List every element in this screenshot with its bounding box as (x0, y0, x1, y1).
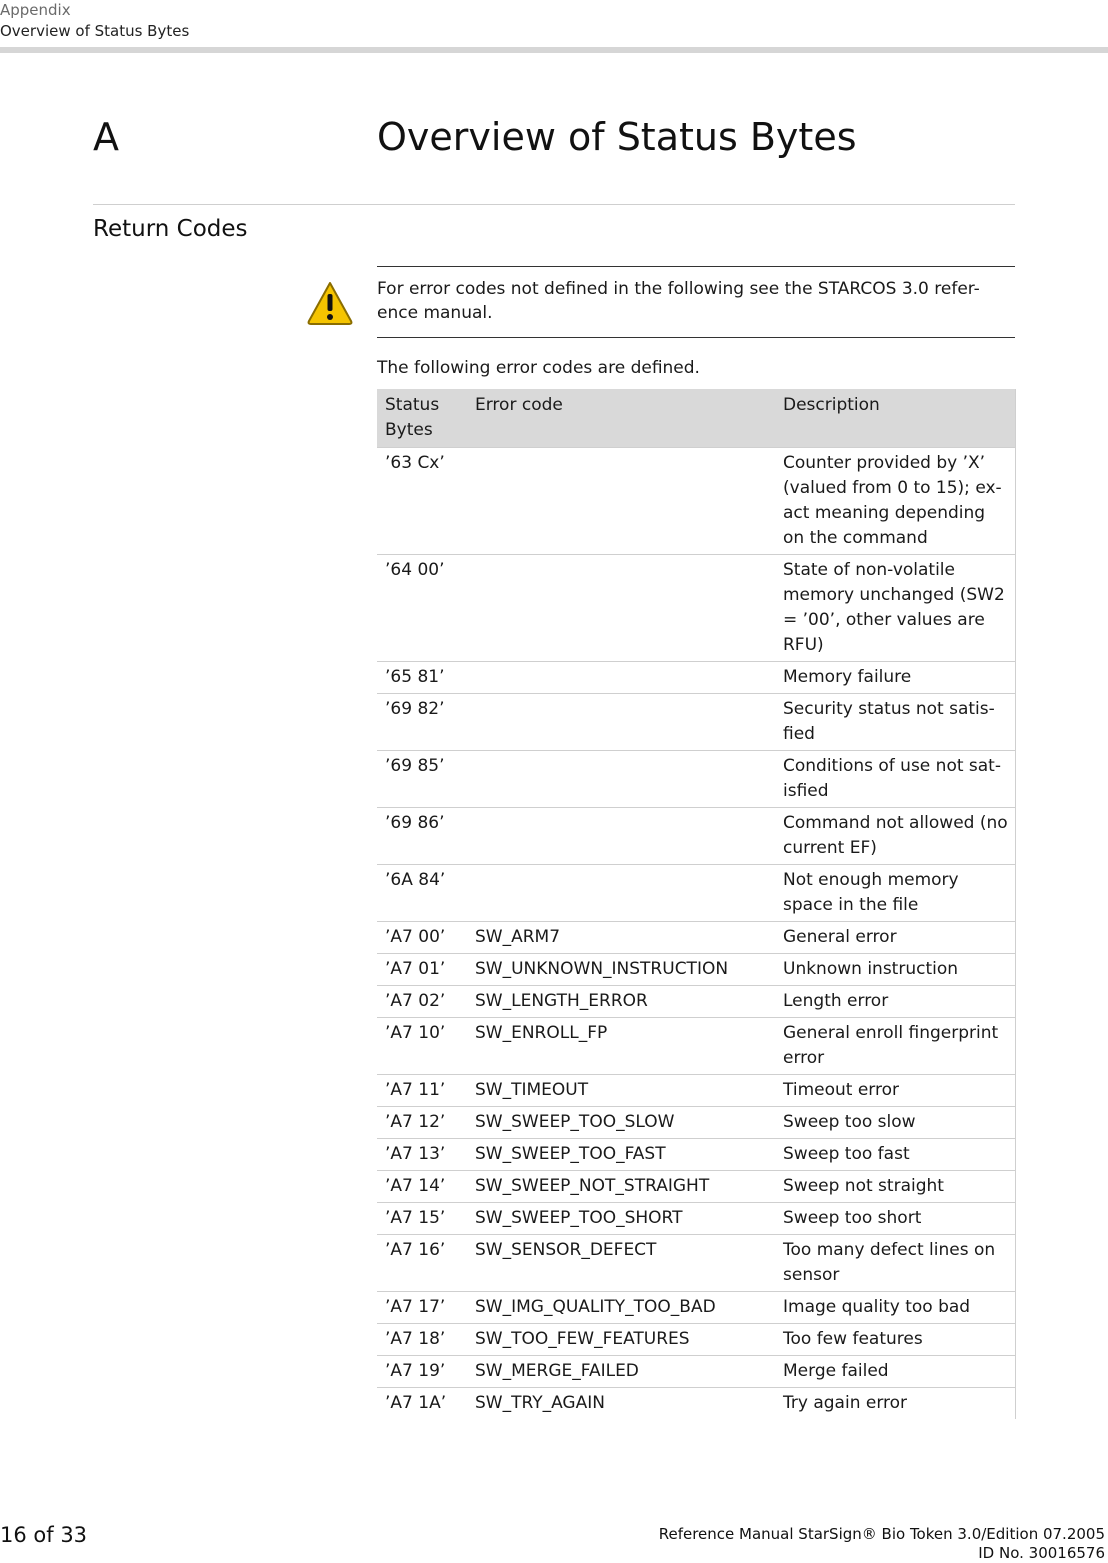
cell-error-code: SW_SWEEP_TOO_FAST (467, 1139, 775, 1171)
note-bottom-rule (377, 337, 1015, 338)
cell-error-code (467, 694, 775, 751)
table-row (377, 1018, 1015, 1075)
table-row (377, 1388, 1015, 1420)
cell-status-bytes: ’A7 02’ (377, 986, 467, 1018)
footer-doc-info (659, 1525, 1105, 1563)
table-row (377, 954, 1015, 986)
cell-error-code: SW_LENGTH_ERROR (467, 986, 775, 1018)
table-row (377, 808, 1015, 865)
cell-status-bytes: ’6A 84’ (377, 865, 467, 922)
cell-error-code: SW_UNKNOWN_INSTRUCTION (467, 954, 775, 986)
cell-description: Sweep too slow (775, 1107, 1015, 1139)
table-row (377, 662, 1015, 694)
cell-error-code (467, 448, 775, 555)
cell-error-code: SW_TOO_FEW_FEATURES (467, 1324, 775, 1356)
cell-description: Command not allowed (no current EF) (775, 808, 1015, 865)
cell-description: General enroll fingerprint error (775, 1018, 1015, 1075)
cell-description: Sweep too short (775, 1203, 1015, 1235)
status-bytes-table (377, 389, 1016, 1419)
cell-error-code: SW_ENROLL_FP (467, 1018, 775, 1075)
cell-status-bytes: ’63 Cx’ (377, 448, 467, 555)
cell-description: Counter provided by ’X’ (valued from 0 to 15); ex-act meaning depending on the command (775, 448, 1015, 555)
section-divider (93, 204, 1015, 205)
running-header (0, 0, 189, 42)
cell-error-code: SW_MERGE_FAILED (467, 1356, 775, 1388)
table-row (377, 751, 1015, 808)
table-row (377, 1107, 1015, 1139)
cell-description: Merge failed (775, 1356, 1015, 1388)
footer-doc-title: Reference Manual StarSign® Bio Token 3.0/Edition 07.2005 (658, 1525, 1105, 1543)
cell-error-code (467, 751, 775, 808)
cell-status-bytes: ’A7 11’ (377, 1075, 467, 1107)
table-row (377, 865, 1015, 922)
cell-error-code (467, 555, 775, 662)
section-title: Return Codes (93, 216, 248, 242)
cell-description: Too few features (775, 1324, 1015, 1356)
cell-status-bytes: ’A7 19’ (377, 1356, 467, 1388)
header-section: Overview of Status Bytes (0, 22, 190, 40)
cell-error-code: SW_SWEEP_TOO_SHORT (467, 1203, 775, 1235)
table-body (377, 448, 1015, 1420)
cell-status-bytes: ’A7 16’ (377, 1235, 467, 1292)
cell-description: Sweep not straight (775, 1171, 1015, 1203)
cell-description: Conditions of use not sat-isfied (775, 751, 1015, 808)
cell-error-code: SW_SWEEP_NOT_STRAIGHT (467, 1171, 775, 1203)
table-row (377, 1171, 1015, 1203)
column-header-error-code: Error code (467, 389, 775, 448)
cell-error-code: SW_TIMEOUT (467, 1075, 775, 1107)
cell-description: Try again error (775, 1388, 1015, 1420)
cell-description: Memory failure (775, 662, 1015, 694)
cell-description: Security status not satis-fied (775, 694, 1015, 751)
column-header-description: Description (775, 389, 1015, 448)
cell-status-bytes: ’65 81’ (377, 662, 467, 694)
table-row (377, 1139, 1015, 1171)
cell-status-bytes: ’69 82’ (377, 694, 467, 751)
cell-status-bytes: ’A7 13’ (377, 1139, 467, 1171)
cell-error-code: SW_SWEEP_TOO_SLOW (467, 1107, 775, 1139)
table-row (377, 555, 1015, 662)
note-text: For error codes not defined in the following see the STARCOS 3.0 refer-ence manual. (377, 279, 980, 323)
cell-description: Timeout error (775, 1075, 1015, 1107)
warning-icon (305, 279, 355, 329)
cell-status-bytes: ’64 00’ (377, 555, 467, 662)
table-row (377, 1324, 1015, 1356)
table-row (377, 986, 1015, 1018)
table-row (377, 1235, 1015, 1292)
table-row (377, 1356, 1015, 1388)
cell-description: State of non-volatile memory unchanged (SW2 = ’00’, other values are RFU) (775, 555, 1015, 662)
cell-description: Sweep too fast (775, 1139, 1015, 1171)
cell-status-bytes: ’69 86’ (377, 808, 467, 865)
cell-error-code (467, 662, 775, 694)
table-row (377, 1292, 1015, 1324)
cell-error-code (467, 808, 775, 865)
table-row (377, 694, 1015, 751)
cell-description: Unknown instruction (775, 954, 1015, 986)
page-number: 16 of 33 (0, 1523, 88, 1547)
cell-status-bytes: ’A7 14’ (377, 1171, 467, 1203)
cell-status-bytes: ’A7 15’ (377, 1203, 467, 1235)
table-row (377, 1203, 1015, 1235)
column-header-status-bytes: Status Bytes (377, 389, 467, 448)
cell-error-code: SW_IMG_QUALITY_TOO_BAD (467, 1292, 775, 1324)
header-divider (0, 47, 1108, 53)
cell-status-bytes: ’A7 00’ (377, 922, 467, 954)
cell-status-bytes: ’A7 17’ (377, 1292, 467, 1324)
table-header-row (377, 389, 1015, 448)
cell-status-bytes: ’A7 10’ (377, 1018, 467, 1075)
header-chapter: Appendix (0, 1, 71, 19)
chapter-title: Overview of Status Bytes (377, 115, 857, 159)
table-row (377, 1075, 1015, 1107)
note-top-rule (377, 266, 1015, 267)
cell-error-code: SW_SENSOR_DEFECT (467, 1235, 775, 1292)
cell-status-bytes: ’A7 01’ (377, 954, 467, 986)
cell-description: General error (775, 922, 1015, 954)
chapter-letter: A (93, 115, 119, 159)
cell-status-bytes: ’A7 18’ (377, 1324, 467, 1356)
cell-status-bytes: ’A7 1A’ (385, 1393, 447, 1413)
cell-description: Length error (775, 986, 1015, 1018)
cell-error-code: SW_ARM7 (467, 922, 775, 954)
cell-description: Not enough memory space in the file (775, 865, 1015, 922)
cell-error-code (467, 865, 775, 922)
cell-description: Image quality too bad (775, 1292, 1015, 1324)
table-row (377, 922, 1015, 954)
cell-status-bytes: ’A7 12’ (377, 1107, 467, 1139)
table-row (377, 448, 1015, 555)
cell-status-bytes: ’69 85’ (377, 751, 467, 808)
cell-error-code: SW_TRY_AGAIN (475, 1393, 605, 1413)
footer-doc-id: ID No. 30016576 (978, 1544, 1105, 1562)
cell-description: Too many defect lines on sensor (775, 1235, 1015, 1292)
intro-text: The following error codes are defined. (377, 358, 700, 378)
